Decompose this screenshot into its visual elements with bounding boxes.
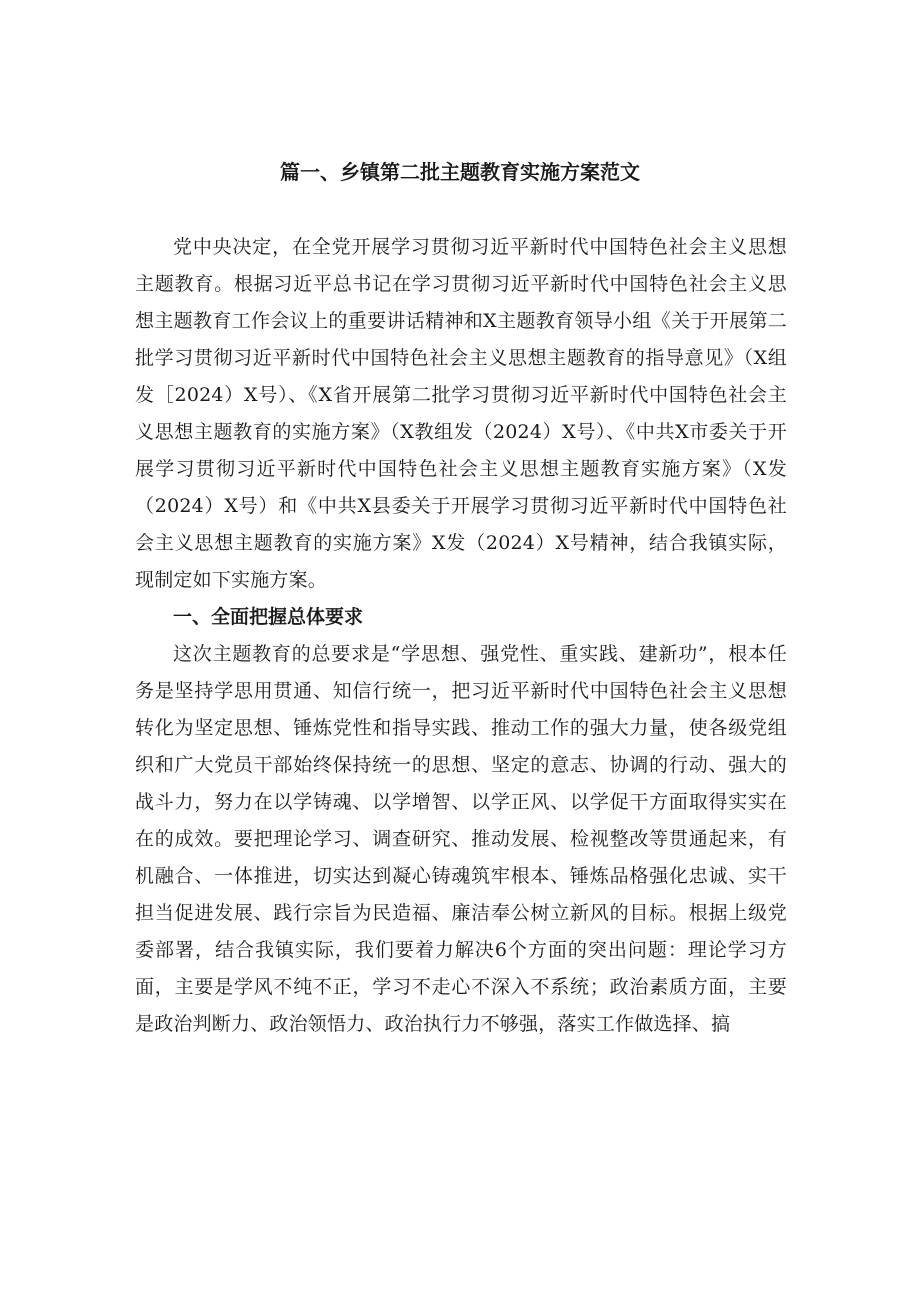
section-1-paragraph: 这次主题教育的总要求是“学思想、强党性、重实践、建新功”，根本任务是坚持学思用贯通、知信行统一，把习近平新时代中国特色社会主义思想转化为坚定思想、锤炼党性和指导实践、推动工作的强大力量，使各级党组织和广大党员干部始终保持统一的思想、坚定的意志、协调的行动、强大的战斗力，努力在以学铸魂、以学增智、以学正风、以学促干方面取得实实在在的成效。要把理论学习、调查研究、推动发展、检视整改等贯通起来，有机融合、一体推进，切实达到凝心铸魂筑牢根本、锤炼品格强化忠诚、实干担当促进发展、践行宗旨为民造福、廉洁奉公树立新风的目标。根据上级党委部署，结合我镇实际，我们要着力解决6个方面的突出问题：理论学习方面，主要是学风不纯不正，学习不走心不深入不系统；政治素质方面，主要是政治判断力、政治领悟力、政治执行力不够强，落实工作做选择、搞 bbox=[135, 643, 787, 1035]
section-heading-1: 一、全面把握总体要求 bbox=[173, 606, 364, 628]
intro-paragraph: 党中央决定，在全党开展学习贯彻习近平新时代中国特色社会主义思想主题教育。根据习近平总书记在学习贯彻习近平新时代中国特色社会主义思想主题教育工作会议上的重要讲话精神和X主题教育领导小组《关于开展第二批学习贯彻习近平新时代中国特色社会主义思想主题教育的指导意见》（X组发［2024）X号）、《X省开展第二批学习贯彻习近平新时代中国特色社会主义思想主题教育的实施方案》（X教组发（2024）X号）、《中共X市委关于开展学习贯彻习近平新时代中国特色社会主义思想主题教育实施方案》（X发（2024）X号）和《中共X县委关于开展学习贯彻习近平新时代中国特色社会主义思想主题教育的实施方案》X发（2024）X号精神，结合我镇实际，现制定如下实施方案。 bbox=[135, 236, 787, 591]
document-body bbox=[135, 229, 787, 1043]
document-title: 篇一、乡镇第二批主题教育实施方案范文 bbox=[280, 160, 640, 184]
